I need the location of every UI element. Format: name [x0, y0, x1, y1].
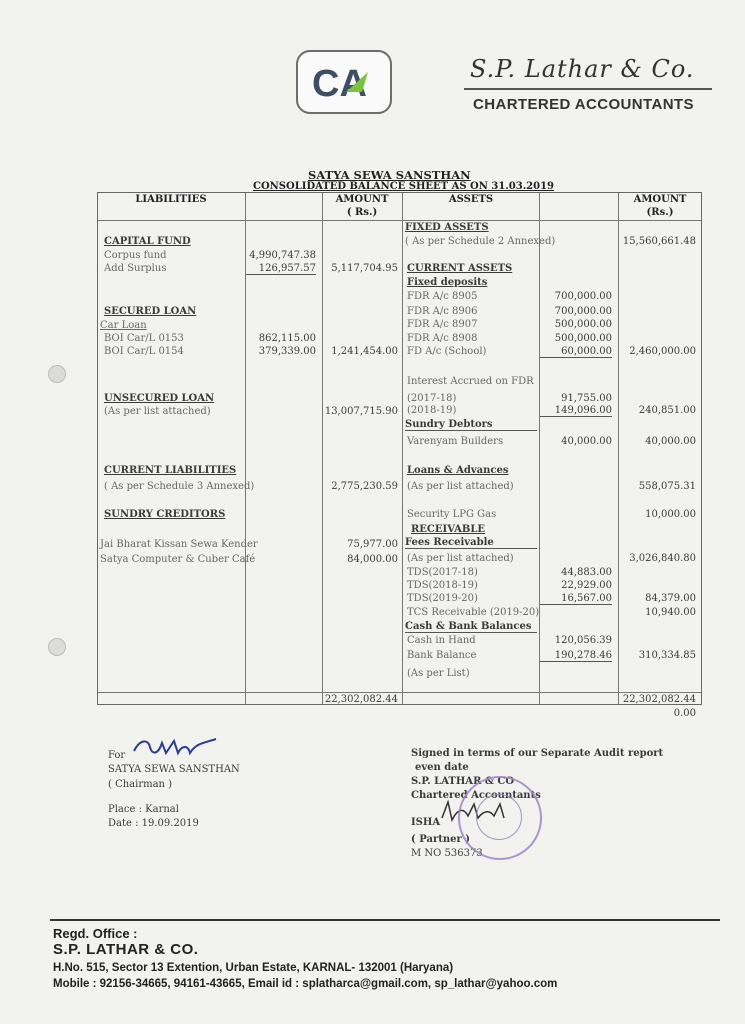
tcs-label: TCS Receivable (2019-20) [407, 607, 540, 618]
punch-hole-bottom [48, 638, 66, 656]
interest-1718-label: (2017-18) [407, 393, 457, 404]
place-label: Place : Karnal [108, 804, 179, 815]
security-lpg-total: 10,000.00 [645, 509, 696, 520]
for-label: For [108, 750, 126, 761]
footer-address: H.No. 515, Sector 13 Extention, Urban Estate, KARNAL- 132001 (Haryana) [53, 962, 454, 974]
sign-org-name: SATYA SEWA SANSTHAN [108, 764, 240, 775]
cash-bank-heading: Cash & Bank Balances [405, 621, 537, 633]
fd-school-label: FD A/c (School) [407, 346, 487, 357]
tds-1819-label: TDS(2018-19) [407, 580, 478, 591]
header-amount-right-unit: (Rs.) [646, 207, 674, 218]
cash-bank-total: 310,334.85 [638, 650, 696, 661]
loans-advances-desc: (As per list attached) [407, 481, 514, 492]
receivable-heading: RECEIVABLE [411, 524, 486, 535]
fees-receivable-desc: (As per list attached) [407, 553, 514, 564]
date-label: Date : 19.09.2019 [108, 818, 199, 829]
varenyam-label: Varenyam Builders [407, 436, 504, 447]
assets-grand-total: 22,302,082.44 [622, 694, 696, 705]
balance-sheet-title: CONSOLIDATED BALANCE SHEET AS ON 31.03.2019 [253, 181, 555, 192]
punch-hole-top [48, 365, 66, 383]
tcs-total: 10,940.00 [645, 607, 696, 618]
satya-computer-label: Satya Computer & Cuber Café [100, 554, 256, 565]
boi-0153-amount: 862,115.00 [258, 333, 316, 344]
col-divider [539, 193, 540, 704]
bank-balance-label: Bank Balance [407, 650, 477, 661]
balance-sheet-table [97, 192, 702, 705]
cash-in-hand-amount: 120,056.39 [554, 635, 612, 646]
regd-office-label: Regd. Office : [53, 926, 138, 941]
fixed-assets-heading: FIXED ASSETS [405, 222, 489, 233]
jai-bharat-amount: 75,977.00 [347, 539, 398, 550]
as-per-list-label: (As per List) [407, 668, 470, 679]
fdr-8907-amount: 500,000.00 [554, 319, 612, 330]
interest-accrued-total: 240,851.00 [638, 405, 696, 416]
difference-amount: 0.00 [673, 708, 696, 719]
fdr-8908-label: FDR A/c 8908 [407, 333, 478, 344]
footer-rule [50, 919, 720, 921]
varenyam-total: 40,000.00 [645, 436, 696, 447]
sundry-debtors-heading: Sundry Debtors [405, 419, 537, 431]
auditor-firm: S.P. LATHAR & CO [411, 776, 515, 787]
add-surplus-label: Add Surplus [104, 263, 167, 274]
fdr-8906-label: FDR A/c 8906 [407, 306, 478, 317]
header-liabilities: LIABILITIES [135, 194, 207, 205]
secured-loan-heading: SECURED LOAN [104, 306, 197, 317]
membership-number: M NO 536373 [411, 848, 483, 859]
chairman-signature-icon [130, 733, 220, 761]
current-liabilities-total: 2,775,230.59 [331, 481, 398, 492]
interest-accrued-label: Interest Accrued on FDR [407, 376, 534, 387]
varenyam-amount: 40,000.00 [561, 436, 612, 447]
unsecured-loan-total: 13,007,715.90 [324, 406, 398, 417]
fixed-assets-total: 15,560,661.48 [622, 236, 696, 247]
firm-stamp-icon [458, 776, 542, 860]
interest-1819-amount: 149,096.00 [540, 405, 612, 417]
jai-bharat-label: Jai Bharat Kissan Sewa Kender [100, 539, 258, 550]
loans-advances-total: 558,075.31 [638, 481, 696, 492]
fdr-8906-amount: 700,000.00 [554, 306, 612, 317]
boi-0154-label: BOI Car/L 0154 [104, 346, 184, 357]
tds-1819-amount: 22,929.00 [561, 580, 612, 591]
satya-computer-amount: 84,000.00 [347, 554, 398, 565]
fees-receivable-total: 3,026,840.80 [629, 553, 696, 564]
col-divider [618, 193, 619, 704]
profession-label: CHARTERED ACCOUNTANTS [473, 96, 694, 113]
security-lpg-label: Security LPG Gas [407, 509, 497, 520]
partner-name: ISHA [411, 817, 441, 828]
firm-name-script: S.P. Lathar & Co. [470, 55, 695, 83]
footer-contact: Mobile : 92156-34665, 94161-43665, Email id : splatharca@gmail.com, sp_lathar@yahoo.com [53, 978, 558, 990]
logo-letters: CA [312, 63, 367, 105]
org-title: SATYA SEWA SANSTHAN [308, 168, 471, 182]
liabilities-grand-total: 22,302,082.44 [324, 694, 398, 705]
corpus-fund-label: Corpus fund [104, 250, 167, 261]
boi-0154-amount: 379,339.00 [258, 346, 316, 357]
footer-firm-name: S.P. LATHAR & CO. [53, 941, 199, 958]
header-assets: ASSETS [448, 194, 494, 205]
header-amount-left: AMOUNT [335, 194, 389, 205]
partner-role: ( Partner ) [411, 834, 470, 845]
fixed-deposits-total: 2,460,000.00 [629, 346, 696, 357]
current-assets-heading: CURRENT ASSETS [407, 263, 513, 274]
tds-1920-label: TDS(2019-20) [407, 593, 478, 604]
audit-note-line1: Signed in terms of our Separate Audit report [411, 748, 664, 759]
letterhead-rule [464, 88, 712, 90]
tds-total: 84,379.00 [645, 593, 696, 604]
fixed-deposits-heading: Fixed deposits [407, 277, 488, 288]
cash-in-hand-label: Cash in Hand [407, 635, 476, 646]
boi-0153-label: BOI Car/L 0153 [104, 333, 184, 344]
fixed-assets-desc: ( As per Schedule 2 Annexed) [405, 236, 556, 247]
car-loan-label: Car Loan [100, 320, 147, 331]
current-liabilities-heading: CURRENT LIABILITIES [104, 465, 237, 476]
sundry-creditors-heading: SUNDRY CREDITORS [104, 509, 226, 520]
col-divider [402, 193, 403, 704]
header-amount-left-unit: ( Rs.) [346, 207, 378, 218]
tds-1718-amount: 44,883.00 [561, 567, 612, 578]
header-amount-right: AMOUNT [633, 194, 687, 205]
unsecured-loan-heading: UNSECURED LOAN [104, 393, 215, 404]
audit-note-line2: even date [415, 762, 469, 773]
corpus-fund-amount: 4,990,747.38 [249, 250, 316, 261]
tds-1718-label: TDS(2017-18) [407, 567, 478, 578]
chairman-label: ( Chairman ) [108, 779, 173, 790]
fdr-8905-label: FDR A/c 8905 [407, 291, 478, 302]
interest-1718-amount: 91,755.00 [561, 393, 612, 404]
interest-1819-label: (2018-19) [407, 405, 457, 416]
fdr-8905-amount: 700,000.00 [554, 291, 612, 302]
ca-logo-icon [298, 52, 390, 112]
capital-fund-total: 5,117,704.95 [331, 263, 398, 274]
fdr-8907-label: FDR A/c 8907 [407, 319, 478, 330]
fd-school-amount: 60,000.00 [540, 346, 612, 358]
auditor-profession: Chartered Accountants [411, 790, 541, 801]
ca-logo [296, 50, 392, 114]
loans-advances-heading: Loans & Advances [407, 465, 509, 476]
secured-loan-total: 1,241,454.00 [331, 346, 398, 357]
total-rule [98, 692, 701, 693]
current-liabilities-desc: ( As per Schedule 3 Annexed) [104, 481, 255, 492]
capital-fund-heading: CAPITAL FUND [104, 236, 191, 247]
header-rule [98, 220, 701, 221]
bank-balance-amount: 190,278.46 [540, 650, 612, 662]
fdr-8908-amount: 500,000.00 [554, 333, 612, 344]
unsecured-loan-desc: (As per list attached) [104, 406, 211, 417]
tds-1920-amount: 16,567.00 [540, 593, 612, 605]
add-surplus-amount: 126,957.57 [246, 263, 316, 275]
fees-receivable-heading: Fees Receivable [405, 537, 537, 549]
